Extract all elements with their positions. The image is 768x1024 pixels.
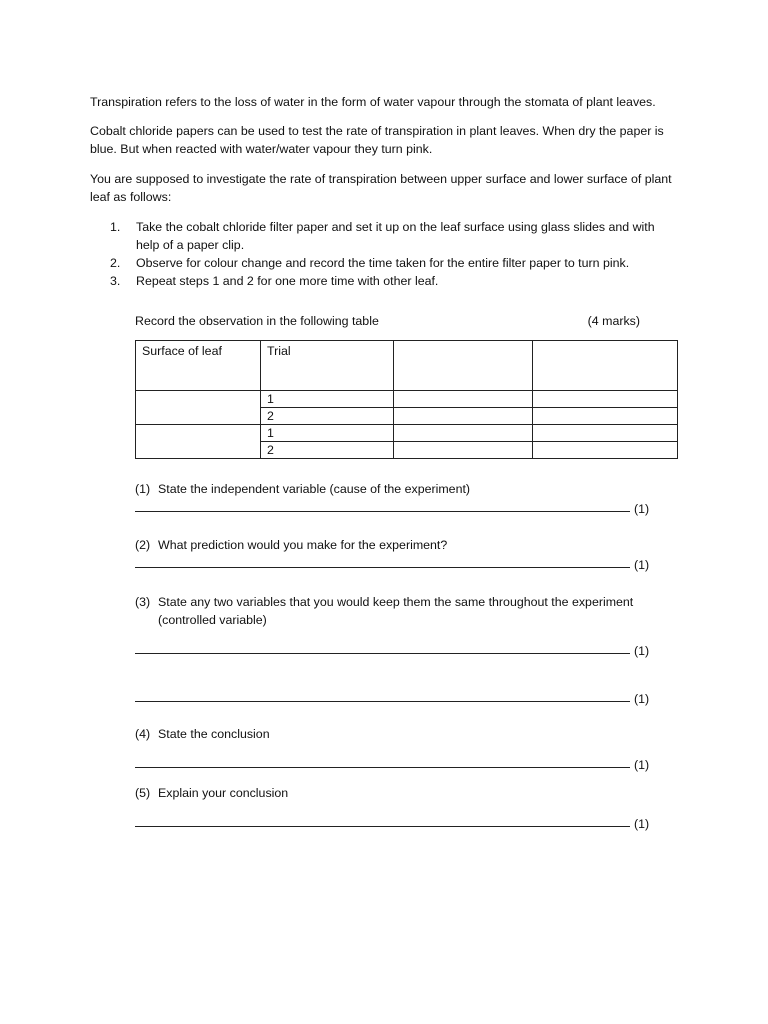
question-marks: (1) [634,817,650,831]
question-1 [135,480,655,498]
answer-line[interactable] [135,641,655,659]
question-2 [135,536,655,554]
question-number: (1) [135,482,151,496]
intro-paragraph-3: You are supposed to investigate the rate of transpiration between upper surface and lower surface of plant leaf as follows: [90,172,672,204]
answer-underline[interactable] [135,511,630,512]
answer-line[interactable] [135,755,655,773]
question-text: What prediction would you make for the experiment? [158,538,448,552]
surface-cell[interactable] [136,391,261,425]
answer-cell[interactable] [533,408,678,425]
answer-cell[interactable] [533,442,678,459]
header-surface-of-leaf: Surface of leaf [136,341,261,391]
procedure-steps [110,218,680,290]
answer-line[interactable] [135,689,655,707]
question-number: (3) [135,595,151,609]
trial-cell: 2 [261,408,394,425]
intro-paragraph-2: Cobalt chloride papers can be used to test the rate of transpiration in plant leaves. When dry the paper is blue. But when reacted with water/water vapour they turn pink. [90,124,664,156]
question-marks: (1) [634,758,650,772]
answer-underline[interactable] [135,567,630,568]
question-text: State any two variables that you would keep them the same throughout the experiment (controlled variable) [158,595,634,627]
step-number: 2. [110,256,121,270]
table-row [136,391,678,408]
trial-cell: 1 [261,391,394,408]
answer-cell[interactable] [394,442,533,459]
step-text: Take the cobalt chloride filter paper and set it up on the leaf surface using glass slides and with help of a paper clip. [136,220,655,252]
question-text: State the independent variable (cause of the experiment) [158,482,471,496]
answer-underline[interactable] [135,653,630,654]
question-marks: (1) [634,692,650,706]
question-5 [135,784,655,802]
question-marks: (1) [634,502,650,516]
surface-cell[interactable] [136,425,261,459]
procedure-step [110,272,680,290]
header-blank-cell[interactable] [394,341,533,391]
step-number: 1. [110,220,121,234]
answer-line[interactable] [135,814,655,832]
record-instruction [135,312,645,330]
answer-underline[interactable] [135,767,630,768]
answer-cell[interactable] [394,425,533,442]
step-number: 3. [110,274,121,288]
step-text: Repeat steps 1 and 2 for one more time with other leaf. [136,274,439,288]
answer-line[interactable] [135,555,655,573]
header-trial: Trial [261,341,394,391]
question-number: (2) [135,538,151,552]
question-3 [135,593,655,629]
answer-cell[interactable] [394,408,533,425]
intro-paragraph-1: Transpiration refers to the loss of water in the form of water vapour through the stomata of plant leaves. [90,95,656,109]
question-marks: (1) [634,558,650,572]
answer-cell[interactable] [394,391,533,408]
record-text: Record the observation in the following table [135,314,379,328]
procedure-step [110,254,680,272]
question-text: Explain your conclusion [158,786,289,800]
question-marks: (1) [634,644,650,658]
question-4 [135,725,655,743]
answer-underline[interactable] [135,826,630,827]
procedure-step [110,218,680,254]
trial-cell: 2 [261,442,394,459]
header-blank-cell[interactable] [533,341,678,391]
answer-underline[interactable] [135,701,630,702]
question-number: (5) [135,786,151,800]
table-row [136,425,678,442]
answer-cell[interactable] [533,425,678,442]
step-text: Observe for colour change and record the time taken for the entire filter paper to turn pink. [136,256,630,270]
question-text: State the conclusion [158,727,270,741]
answer-cell[interactable] [533,391,678,408]
observation-table [135,340,678,459]
trial-cell: 1 [261,425,394,442]
question-number: (4) [135,727,151,741]
record-marks: (4 marks) [587,314,640,328]
answer-line[interactable] [135,499,655,517]
table-header-row [136,341,678,391]
